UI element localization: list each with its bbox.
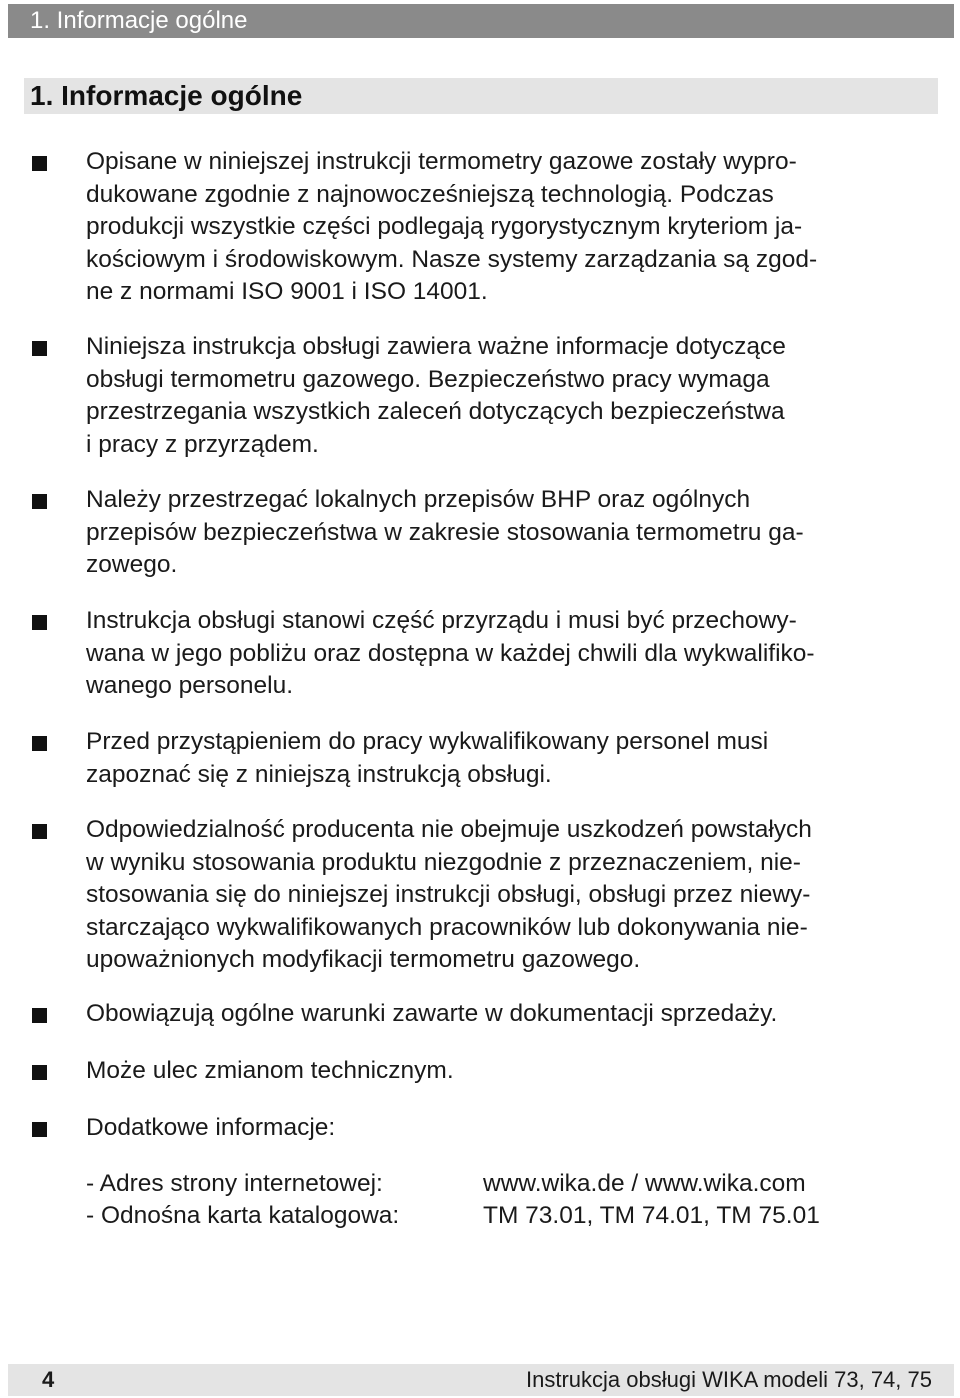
bullet-item-line: Należy przestrzegać lokalnych przepisów BHP oraz ogólnych	[86, 486, 751, 513]
bullet-square-icon	[32, 824, 47, 839]
bullet-item	[86, 1055, 926, 1088]
bullet-item-line: wanego personelu.	[86, 672, 294, 699]
bullet-item-line: Dodatkowe informacje:	[86, 1114, 336, 1141]
bullet-item-line: Niniejsza instrukcja obsługi zawiera ważne informacje dotyczące	[86, 333, 786, 360]
bullet-item-line: Obowiązują ogólne warunki zawarte w dokumentacji sprzedaży.	[86, 1000, 778, 1027]
bullet-item-line: upoważnionych modyfikacji termometru gazowego.	[86, 946, 641, 973]
bullet-item-line: Instrukcja obsługi stanowi część przyrządu i musi być przechowy-	[86, 607, 797, 634]
bullet-item	[86, 146, 926, 309]
bullet-square-icon	[32, 736, 47, 751]
section-title-text: 1. Informacje ogólne	[30, 80, 303, 111]
bullet-item	[86, 331, 926, 461]
bullet-item-line: zowego.	[86, 551, 178, 578]
bullet-item-line: zapoznać się z niniejszą instrukcją obsługi.	[86, 760, 552, 788]
bullet-item-line: wana w jego pobliżu oraz dostępna w każdej chwili dla wykwalifiko-	[86, 639, 815, 667]
header-section-label: 1. Informacje ogólne	[30, 7, 248, 34]
bullet-square-icon	[32, 156, 47, 171]
bullet-item	[86, 814, 926, 977]
bullet-item-line: obsługi termometru gazowego. Bezpieczeństwo pracy wymaga	[86, 365, 770, 393]
bullet-square-icon	[32, 494, 47, 509]
bullet-item-line: Opisane w niniejszej instrukcji termometry gazowe zostały wypro-	[86, 148, 797, 175]
bullet-square-icon	[32, 1008, 47, 1023]
bullet-item-line: w wyniku stosowania produktu niezgodnie z przeznaczeniem, nie-	[86, 848, 801, 876]
bullet-item	[86, 484, 926, 582]
bullet-item-line: przepisów bezpieczeństwa w zakresie stosowania termometru ga-	[86, 518, 804, 546]
info-value: www.wika.de / www.wika.com	[483, 1170, 806, 1197]
bullet-item-line: Przed przystąpieniem do pracy wykwalifikowany personel musi	[86, 728, 769, 755]
info-row-datasheet	[86, 1200, 820, 1233]
info-row-website	[86, 1168, 806, 1201]
header-section-bar	[8, 4, 954, 38]
info-label: - Adres strony internetowej:	[86, 1170, 383, 1197]
page-number: 4	[42, 1367, 55, 1392]
bullet-square-icon	[32, 1065, 47, 1080]
bullet-item-line: starczająco wykwalifikowanych pracowników lub dokonywania nie-	[86, 913, 808, 941]
bullet-item	[86, 605, 926, 703]
footer-title: Instrukcja obsługi WIKA modeli 73, 74, 75	[526, 1367, 932, 1392]
bullet-item-line: produkcji wszystkie części podlegają rygorystycznym kryteriom ja-	[86, 213, 803, 240]
section-title	[24, 78, 938, 114]
bullet-item-line: dukowane zgodnie z najnowocześniejszą technologią. Podczas	[86, 180, 774, 208]
info-label: - Odnośna karta katalogowa:	[86, 1202, 400, 1229]
footer-bar	[8, 1364, 954, 1396]
bullet-item	[86, 726, 926, 791]
bullet-item-line: Może ulec zmianom technicznym.	[86, 1057, 454, 1084]
bullet-square-icon	[32, 1122, 47, 1137]
bullet-square-icon	[32, 615, 47, 630]
bullet-item	[86, 1112, 926, 1145]
bullet-item-line: kościowym i środowiskowym. Nasze systemy zarządzania są zgod-	[86, 245, 818, 273]
bullet-item	[86, 998, 926, 1031]
bullet-item-line: Odpowiedzialność producenta nie obejmuje uszkodzeń powstałych	[86, 816, 812, 843]
bullet-item-line: przestrzegania wszystkich zaleceń dotyczących bezpieczeństwa	[86, 398, 785, 425]
bullet-item-line: i pracy z przyrządem.	[86, 430, 319, 458]
bullet-item-line: ne z normami ISO 9001 i ISO 14001.	[86, 278, 488, 305]
bullet-square-icon	[32, 341, 47, 356]
info-value: TM 73.01, TM 74.01, TM 75.01	[483, 1202, 820, 1229]
bullet-item-line: stosowania się do niniejszej instrukcji obsługi, obsługi przez niewy-	[86, 881, 811, 908]
